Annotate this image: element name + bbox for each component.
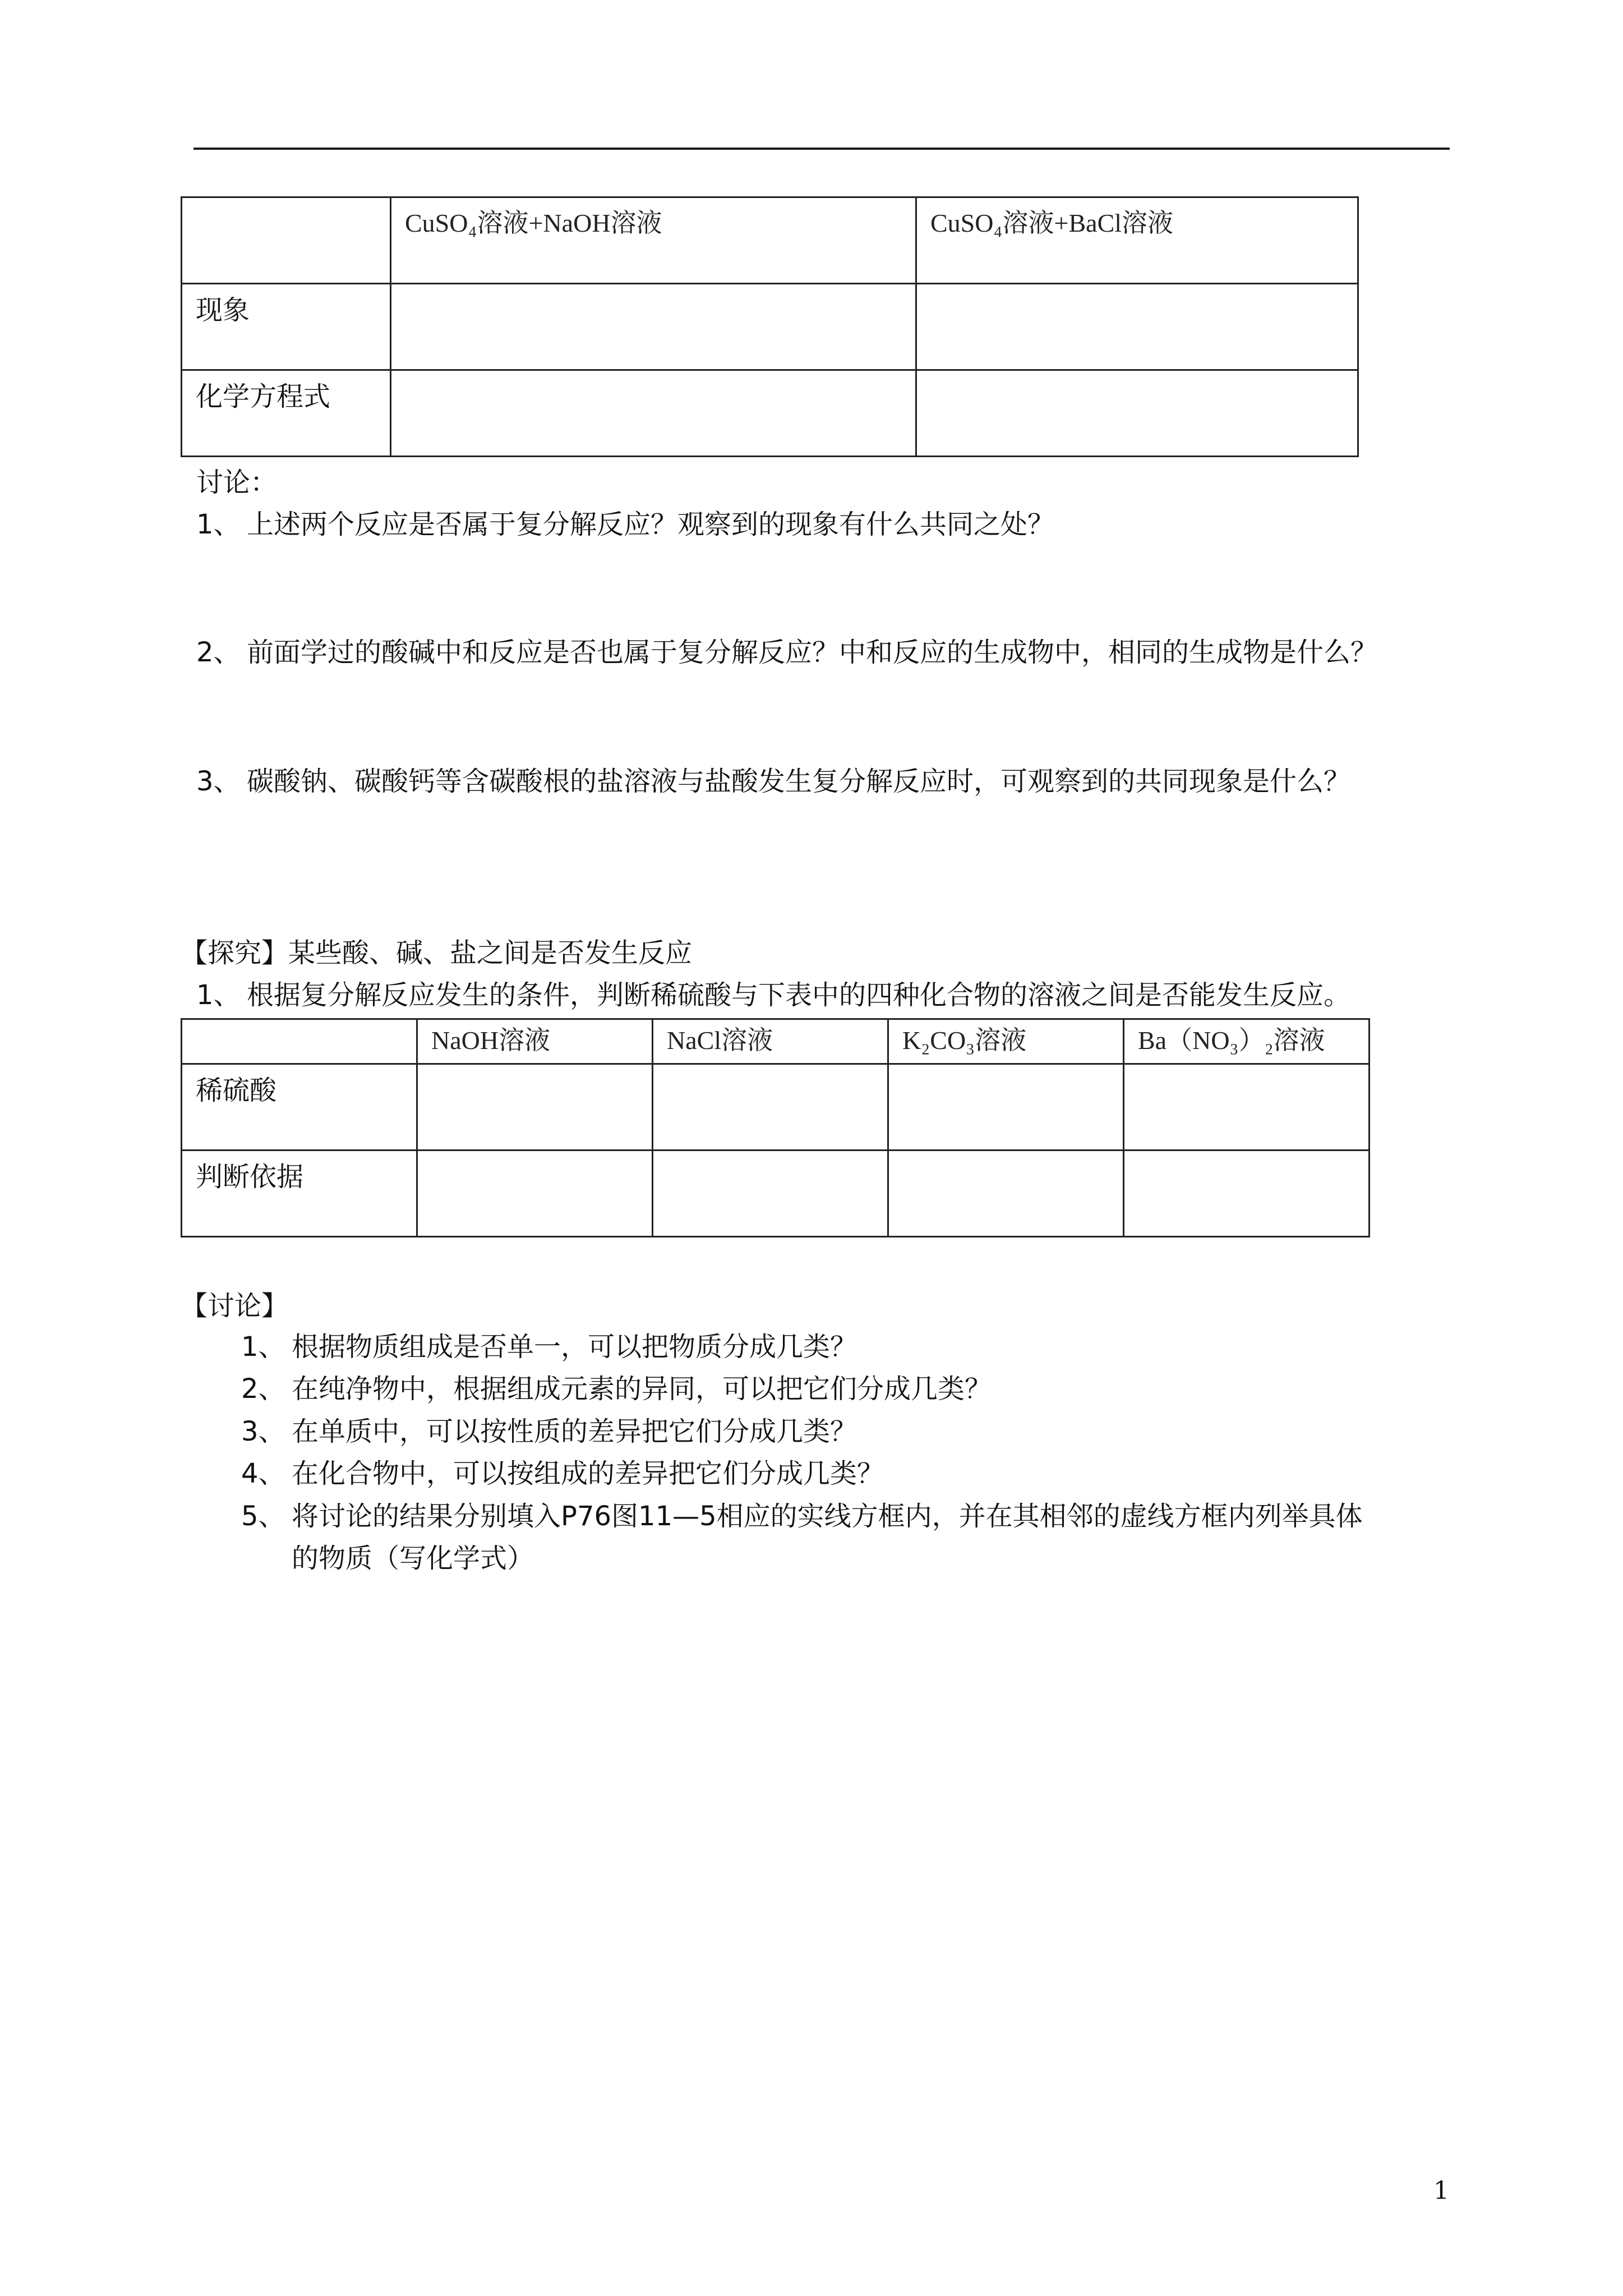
answer-cell[interactable]: [916, 284, 1358, 370]
discussion2-heading: 【讨论】: [181, 1290, 289, 1322]
page-number: 1: [1433, 2177, 1449, 2205]
header-cuso4-naoh: CuSO₄溶液+NaOH溶液: [405, 209, 662, 237]
discussion-item: [196, 765, 1350, 798]
discussion2-item: [241, 1372, 992, 1406]
answer-cell[interactable]: [391, 284, 916, 370]
header-k2co3: K₂CO₃溶液: [902, 1026, 1027, 1055]
row-label-cell: [182, 370, 391, 457]
answer-cell[interactable]: [391, 370, 916, 457]
discussion-item: [196, 508, 1054, 541]
row-label-equation: 化学方程式: [196, 381, 331, 412]
row-label-dilute-sulfuric-acid: 稀硫酸: [196, 1075, 277, 1106]
table-header-cell: [916, 197, 1358, 284]
table-header-cell: [1124, 1019, 1370, 1064]
item-text: 将讨论的结果分别填入P76图11—5相应的实线方框内，并在其相邻的虚线方框内列举具体: [292, 1501, 1363, 1532]
answer-cell[interactable]: [653, 1064, 888, 1151]
explore-item: [196, 978, 1350, 1012]
answer-cell[interactable]: [417, 1064, 653, 1151]
item-number: 3、: [241, 1416, 285, 1447]
table-header-cell: [417, 1019, 653, 1064]
discussion2-item: [241, 1457, 884, 1490]
discussion2-item: [241, 1330, 857, 1364]
table-header-cell: [653, 1019, 888, 1064]
table-header-cell: [888, 1019, 1124, 1064]
answer-cell[interactable]: [1124, 1151, 1370, 1237]
item-text: 根据物质组成是否单一，可以把物质分成几类？: [292, 1331, 857, 1363]
answer-cell[interactable]: [888, 1151, 1124, 1237]
header-naoh: NaOH溶液: [431, 1026, 551, 1055]
header-rule: [193, 148, 1450, 150]
answer-cell[interactable]: [1124, 1064, 1370, 1151]
discussion2-item: [241, 1499, 1363, 1533]
item-text: 在单质中，可以按性质的差异把它们分成几类？: [292, 1416, 857, 1447]
discussion2-continuation: 的物质（写化学式）: [292, 1543, 534, 1574]
row-label-cell: [182, 284, 391, 370]
header-nacl: NaCl溶液: [667, 1026, 773, 1055]
discussion2-item: [241, 1415, 857, 1448]
discussion-heading: 讨论：: [196, 467, 278, 498]
item-number: 1、: [196, 509, 241, 540]
row-label-phenomenon: 现象: [196, 295, 250, 326]
item-number: 2、: [241, 1373, 285, 1405]
item-text: 在化合物中，可以按组成的差异把它们分成几类？: [292, 1458, 884, 1489]
item-number: 4、: [241, 1458, 285, 1489]
item-text: 在纯净物中，根据组成元素的异同，可以把它们分成几类？: [292, 1373, 992, 1405]
reaction-table: [181, 196, 1359, 457]
row-label-cell: [182, 1151, 417, 1237]
item-number: 3、: [196, 766, 241, 797]
item-number: 2、: [196, 637, 241, 668]
discussion-item: [196, 636, 1377, 669]
item-number: 5、: [241, 1501, 285, 1532]
answer-cell[interactable]: [417, 1151, 653, 1237]
table-header-cell: [391, 197, 916, 284]
row-label-cell: [182, 1064, 417, 1151]
item-text: 前面学过的酸碱中和反应是否也属于复分解反应？中和反应的生成物中，相同的生成物是什么？: [247, 637, 1378, 668]
explore-heading: 【探究】某些酸、碱、盐之间是否发生反应: [181, 937, 693, 969]
item-text: 上述两个反应是否属于复分解反应？观察到的现象有什么共同之处？: [247, 509, 1055, 540]
item-text: 碳酸钠、碳酸钙等含碳酸根的盐溶液与盐酸发生复分解反应时，可观察到的共同现象是什么？: [247, 766, 1351, 797]
acid-reaction-table: [181, 1018, 1370, 1237]
item-number: 1、: [196, 979, 241, 1011]
row-label-basis: 判断依据: [196, 1161, 304, 1193]
answer-cell[interactable]: [653, 1151, 888, 1237]
item-text: 根据复分解反应发生的条件，判断稀硫酸与下表中的四种化合物的溶液之间是否能发生反应。: [247, 979, 1351, 1011]
answer-cell[interactable]: [888, 1064, 1124, 1151]
item-number: 1、: [241, 1331, 285, 1363]
header-cuso4-bacl: CuSO₄溶液+BaCl溶液: [930, 209, 1174, 237]
answer-cell[interactable]: [916, 370, 1358, 457]
table-corner-cell: [182, 197, 391, 284]
header-ba-no3: Ba（NO₃）₂溶液: [1138, 1026, 1325, 1055]
table-corner-cell: [182, 1019, 417, 1064]
